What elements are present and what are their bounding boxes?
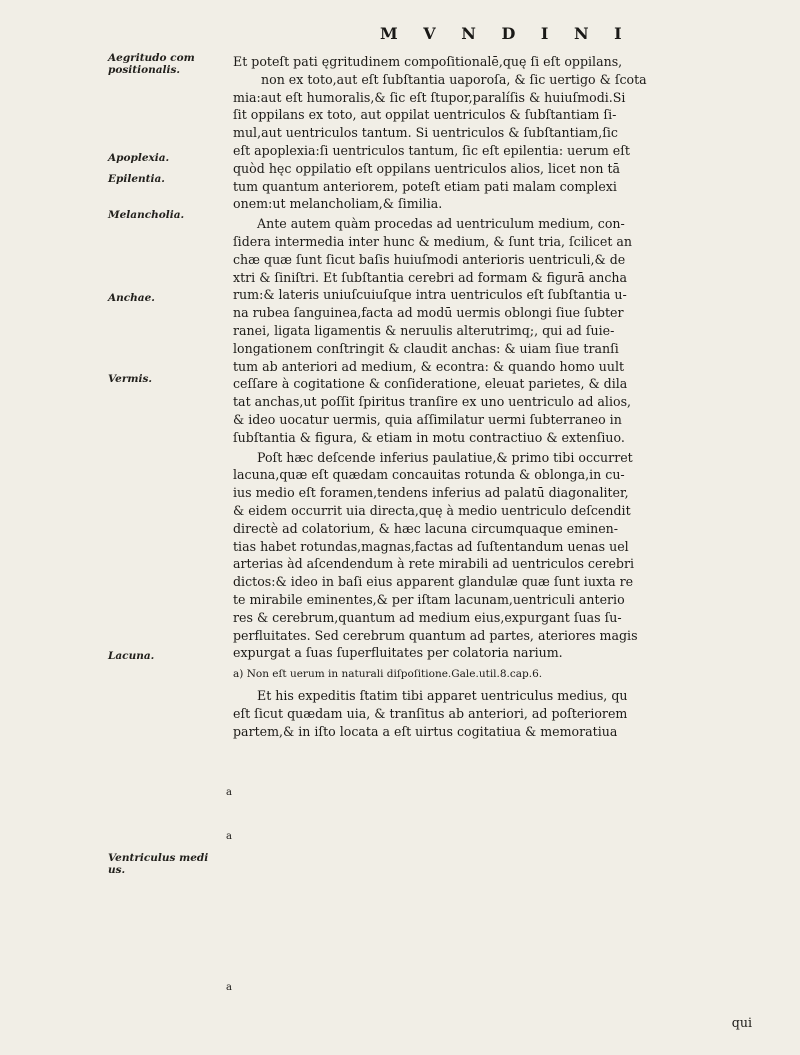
text-line: partem,& in iſto locata a eſt uirtus cogitatiua & memoratiua [233, 723, 618, 739]
margin-note: Aegritudo com positionalis. [108, 52, 195, 76]
text-line: ſubſtantia & figura, & etiam in motu contractiuo & extenſiuo. [233, 429, 625, 445]
text-line: eſt ſicut quædam uia, & tranſitus ab anteriori, ad poſteriorem [233, 705, 628, 721]
footnote: a) Non eſt uerum in naturali diſpoſitione.Gale.util.8.cap.6. [233, 668, 543, 681]
signature-mark: a [226, 831, 232, 842]
margin-note: Epilentia. [108, 173, 165, 185]
text-line: tias habet rotundas,magnas,factas ad ſuſtentandum uenas uel [233, 538, 629, 554]
text-line: arterias àd aſcendendum à rete mirabili ad uentriculos cerebri [233, 556, 635, 572]
text-line: ius medio eſt foramen,tendens inferius ad palatū diagonaliter, [233, 485, 629, 501]
text-line: Et his expeditis ſtatim tibi apparet uentriculus medius, qu [257, 688, 628, 704]
text-line: res & cerebrum,quantum ad medium eius,expurgant ſuas ſu- [233, 609, 622, 625]
text-line: te mirabile eminentes,& per iſtam lacunam,uentriculi anterio [233, 591, 625, 607]
text-line: Ante autem quàm procedas ad uentriculum medium, con- [257, 216, 625, 232]
signature-mark: a [226, 982, 232, 993]
text-line: & ideo uocatur uermis, quia aſſimilatur uermi ſubterraneo in [233, 411, 622, 427]
text-line: rum:& lateris uniuſcuiuſque intra uentriculos eſt ſubſtantia u- [233, 287, 627, 303]
text-line: lacuna,quæ eſt quædam concauitas rotunda & oblonga,in cu- [233, 467, 625, 483]
text-line: na rubea ſanguinea,facta ad modū uermis oblongi ſiue ſubter [233, 305, 624, 321]
catchword: qui [731, 1015, 752, 1030]
text-line: perfluitates. Sed cerebrum quantum ad partes, ateriores magis [233, 627, 638, 643]
text-line: dictos:& ideo in baſi eius apparent glandulæ quæ ſunt iuxta re [233, 574, 634, 590]
margin-note: Anchae. [108, 292, 155, 304]
text-line: & eidem occurrit uia directa,quę à medio uentriculo deſcendit [233, 502, 631, 518]
text-line: tum quantum anteriorem, poteſt etiam pati malam complexi [233, 178, 617, 194]
text-line: expurgat a ſuas ſuperfluitates per colatoria narium. [233, 645, 563, 661]
text-line: eſt apoplexia:ſi uentriculos tantum, ſic eſt epilentia: uerum eſt [233, 142, 630, 158]
margin-note: Apoplexia. [108, 152, 170, 164]
margin-note: Vermis. [108, 373, 153, 385]
text-line: xtri & ſiniſtri. Et ſubſtantia cerebri ad formam & figurā ancha [233, 269, 627, 285]
text-line: chæ quæ ſunt ſicut baſis huiuſmodi anterioris uentriculi,& de [233, 251, 626, 267]
text-line: Et poteſt pati ęgritudinem compoſitionalē,quę ſi eſt oppilans, [233, 54, 623, 69]
text-line: ſit oppilans ex toto, aut oppilat uentriculos & ſubſtantiam ſi- [233, 107, 617, 123]
margin-note: Melancholia. [108, 209, 185, 221]
text-line: Poſt hæc deſcende inferius paulatiue,& primo tibi occurret [257, 449, 633, 465]
margin-note: Lacuna. [108, 650, 155, 662]
text-line: onem:ut melancholiam,& ſimilia. [233, 196, 443, 212]
text-line: ceſſare à cogitatione & conſideratione, eleuat parietes, & dila [233, 376, 628, 392]
signature-mark: a [226, 787, 232, 798]
running-title: M V N D I N I [380, 24, 632, 43]
text-line: tat anchas,ut poſſit ſpiritus tranſire ex uno uentriculo ad alios, [233, 394, 632, 410]
text-line: ſidera intermedia inter hunc & medium, & ſunt tria, ſcilicet an [233, 233, 632, 249]
text-line: mul,aut uentriculos tantum. Si uentriculos & ſubſtantiam,ſic [233, 125, 618, 141]
text-line: mia:aut eſt humoralis,& ſic eſt ſtupor,paralíſis & huiuſmodi.Si [233, 89, 626, 105]
margin-note: Ventriculus medi us. [108, 852, 209, 876]
text-line: tum ab anteriori ad medium, & econtra: & quando homo uult [233, 358, 625, 374]
text-line: quòd hęc oppilatio eſt oppilans uentriculos alios, licet non tā [233, 160, 621, 176]
text-line: non ex toto,aut eſt ſubſtantia uaporoſa, & ſic uertigo & ſcota [261, 71, 647, 87]
text-line: ranei, ligata ligamentis & neruulis alterutrimq;, qui ad ſuie- [233, 322, 615, 338]
text-line: directè ad colatorium, & hæc lacuna circumquaque eminen- [233, 520, 619, 536]
text-line: longationem conſtringit & claudit anchas: & uiam ſiue tranſi [233, 340, 619, 356]
body-text [233, 53, 793, 740]
